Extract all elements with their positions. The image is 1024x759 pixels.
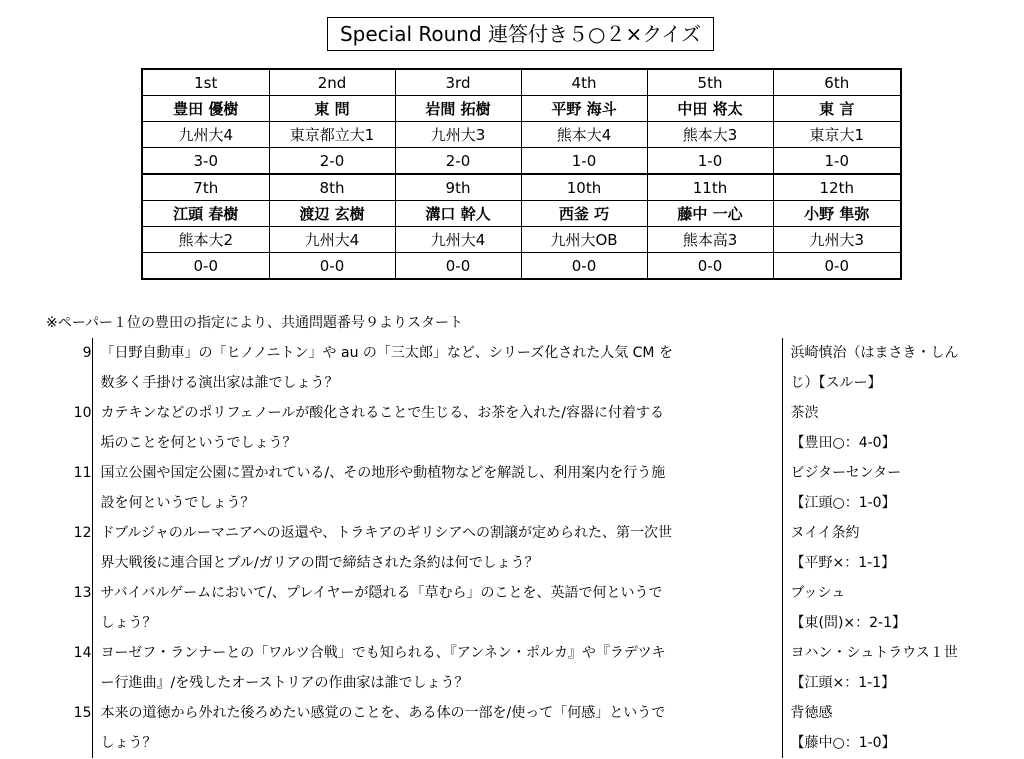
- affiliation-row: [142, 122, 901, 148]
- player-affiliation: 九州大4: [269, 227, 395, 253]
- questions-table: [50, 338, 1000, 758]
- rank-cell: 2nd: [269, 69, 395, 96]
- question-text: [92, 458, 782, 518]
- player-affiliation: 九州大4: [395, 227, 521, 253]
- answer-result: 【江頭×：1-1】: [790, 675, 896, 691]
- question-line: 本来の道徳から外れた後ろめたい感覚のことを、ある体の一部を/使って「何感」というで: [100, 705, 666, 721]
- player-name: 豊田 優樹: [142, 96, 269, 122]
- answer-text: ブッシュ: [790, 585, 846, 601]
- player-affiliation: 九州大3: [773, 227, 901, 253]
- answer-result: 【藤中○：1-0】: [790, 735, 896, 751]
- player-affiliation: 九州大OB: [521, 227, 647, 253]
- rank-row: [142, 69, 901, 96]
- player-score: 1-0: [647, 148, 773, 175]
- affiliation-row: [142, 227, 901, 253]
- question-line: 「日野自動車」の「ヒノノニトン」や au の「三太郎」など、シリーズ化された人気 CM を: [100, 345, 673, 361]
- question-number: 9: [82, 345, 92, 361]
- question-line: ー行進曲』/を残したオーストリアの作曲家は誰でしょう？: [100, 675, 469, 691]
- rank-cell: 12th: [773, 174, 901, 201]
- answer-text: 浜崎慎治（はまさき・しん: [790, 345, 959, 361]
- answer-cell: [782, 338, 1000, 398]
- question-number: 11: [73, 465, 92, 481]
- player-name: 中田 将太: [647, 96, 773, 122]
- player-score: 2-0: [395, 148, 521, 175]
- question-line: ヨーゼフ・ランナーとの「ワルツ合戦」でも知られる、『アンネン・ポルカ』や『ラデツキ: [100, 645, 666, 661]
- question-line: 垢のことを何というでしょう？: [100, 435, 297, 451]
- question-text: [92, 638, 782, 698]
- answer-cell: [782, 518, 1000, 578]
- player-affiliation: 熊本大4: [521, 122, 647, 148]
- question-text: [92, 518, 782, 578]
- question-text: [92, 338, 782, 398]
- answer-cell: [782, 398, 1000, 458]
- question-row: [50, 518, 1000, 578]
- answer-result: 【東(問)×：2-1】: [790, 615, 907, 631]
- answer-result: じ）【スルー】: [790, 375, 882, 391]
- answer-cell: [782, 698, 1000, 758]
- players-table: [141, 68, 902, 280]
- player-name: 東 問: [269, 96, 395, 122]
- rank-cell: 8th: [269, 174, 395, 201]
- question-line: ドブルジャのルーマニアへの返還や、トラキアのギリシアへの割譲が定められた、第一次世: [100, 525, 673, 541]
- player-name: 藤中 一心: [647, 201, 773, 227]
- question-text: [92, 578, 782, 638]
- question-line: 設を何というでしょう？: [100, 495, 255, 511]
- question-line: 数多く手掛ける演出家は誰でしょう？: [100, 375, 339, 391]
- question-row: [50, 338, 1000, 398]
- question-line: 界大戦後に連合国とブル/ガリアの間で締結された条約は何でしょう？: [100, 555, 539, 571]
- rank-cell: 9th: [395, 174, 521, 201]
- player-score: 0-0: [521, 253, 647, 280]
- question-line: しょう？: [100, 615, 157, 631]
- answer-cell: [782, 578, 1000, 638]
- question-row: [50, 398, 1000, 458]
- rank-cell: 3rd: [395, 69, 521, 96]
- player-affiliation: 熊本大3: [647, 122, 773, 148]
- player-score: 1-0: [521, 148, 647, 175]
- player-name: 岩間 拓樹: [395, 96, 521, 122]
- player-affiliation: 東京大1: [773, 122, 901, 148]
- player-name: 小野 隼弥: [773, 201, 901, 227]
- question-number: 14: [73, 645, 92, 661]
- rank-cell: 7th: [142, 174, 269, 201]
- answer-text: ビジターセンター: [790, 465, 902, 481]
- answer-result: 【平野×：1-1】: [790, 555, 896, 571]
- player-score: 1-0: [773, 148, 901, 175]
- score-row: [142, 148, 901, 175]
- rank-row: [142, 174, 901, 201]
- answer-cell: [782, 458, 1000, 518]
- player-affiliation: 九州大4: [142, 122, 269, 148]
- question-row: [50, 458, 1000, 518]
- question-number: 15: [73, 705, 92, 721]
- answer-text: 背徳感: [790, 705, 833, 721]
- rank-cell: 1st: [142, 69, 269, 96]
- question-line: サバイバルゲームにおいて/、プレイヤーが隠れる「草むら」のことを、英語で何というで: [100, 585, 663, 601]
- question-row: [50, 638, 1000, 698]
- answer-text: 茶渋: [790, 405, 819, 421]
- question-line: 国立公園や国定公園に置かれている/、その地形や動植物などを解説し、利用案内を行う施: [100, 465, 666, 481]
- name-row: [142, 96, 901, 122]
- rank-cell: 11th: [647, 174, 773, 201]
- player-name: 溝口 幹人: [395, 201, 521, 227]
- player-score: 0-0: [395, 253, 521, 280]
- player-name: 江頭 春樹: [142, 201, 269, 227]
- player-name: 西釜 巧: [521, 201, 647, 227]
- player-score: 3-0: [142, 148, 269, 175]
- question-row: [50, 698, 1000, 758]
- answer-cell: [782, 638, 1000, 698]
- player-affiliation: 九州大3: [395, 122, 521, 148]
- player-affiliation: 熊本大2: [142, 227, 269, 253]
- answer-text: ヨハン・シュトラウス１世: [790, 645, 958, 661]
- rank-cell: 6th: [773, 69, 901, 96]
- player-name: 東 言: [773, 96, 901, 122]
- question-line: しょう？: [100, 735, 157, 751]
- question-number: 10: [73, 405, 92, 421]
- round-title: Special Round 連答付き５○２×クイズ: [327, 17, 714, 51]
- start-note: ※ペーパー１位の豊田の指定により、共通問題番号９よりスタート: [46, 315, 464, 331]
- question-number: 12: [73, 525, 92, 541]
- player-name: 渡辺 玄樹: [269, 201, 395, 227]
- question-number: 13: [73, 585, 92, 601]
- player-affiliation: 熊本高3: [647, 227, 773, 253]
- question-row: [50, 578, 1000, 638]
- rank-cell: 4th: [521, 69, 647, 96]
- player-score: 0-0: [647, 253, 773, 280]
- answer-result: 【豊田○：4-0】: [790, 435, 896, 451]
- player-name: 平野 海斗: [521, 96, 647, 122]
- player-score: 0-0: [269, 253, 395, 280]
- answer-text: ヌイイ条約: [790, 525, 860, 541]
- question-line: カテキンなどのポリフェノールが酸化されることで生じる、お茶を入れた/容器に付着する: [100, 405, 664, 421]
- rank-cell: 5th: [647, 69, 773, 96]
- score-row: [142, 253, 901, 280]
- player-affiliation: 東京都立大1: [269, 122, 395, 148]
- player-score: 0-0: [773, 253, 901, 280]
- player-score: 0-0: [142, 253, 269, 280]
- name-row: [142, 201, 901, 227]
- question-text: [92, 698, 782, 758]
- rank-cell: 10th: [521, 174, 647, 201]
- answer-result: 【江頭○：1-0】: [790, 495, 896, 511]
- player-score: 2-0: [269, 148, 395, 175]
- question-text: [92, 398, 782, 458]
